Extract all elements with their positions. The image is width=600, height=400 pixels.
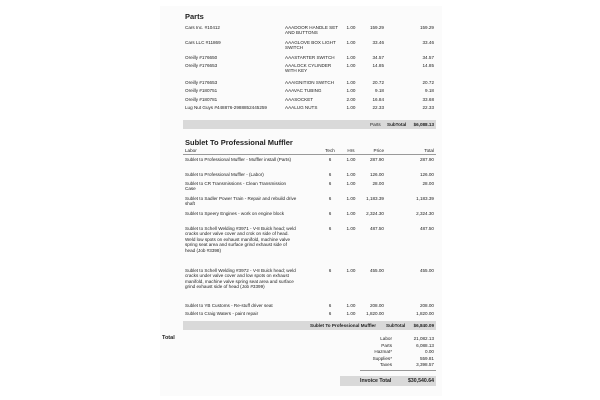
labor-description: Sublet to YB Customs - Re-stuff driver seat: [185, 303, 273, 308]
labor-tech: 6: [328, 268, 332, 273]
part-price: 14.85: [372, 63, 384, 68]
part-qty: 1.00: [346, 55, 356, 60]
labor-hours: 1.00: [346, 211, 356, 216]
labor-tech: 6: [328, 211, 332, 216]
part-vendor: Oreilly #176653: [185, 63, 218, 68]
part-price: 159.29: [369, 25, 384, 30]
part-qty: 2.00: [346, 97, 356, 102]
labor-price: 487.50: [369, 226, 384, 231]
labor-price: 2,324.30: [366, 211, 384, 216]
labor-tech: 6: [328, 157, 332, 162]
part-name: AAALUG NUTS: [285, 105, 318, 110]
parts-subtotal-value: $6,088.13: [413, 122, 434, 127]
part-name: AAAVAC TUBING: [285, 88, 322, 93]
labor-hours: 1.00: [346, 181, 356, 186]
parts-subtotal-label: Parts: [370, 122, 381, 127]
part-price: 22.33: [372, 105, 384, 110]
labor-tech: 6: [328, 303, 332, 308]
labor-description: Sublet to Sadler Power Train - Repair and rebuild drive shaft: [185, 196, 297, 207]
part-total: 33.68: [422, 97, 434, 102]
part-price: 33.46: [372, 40, 384, 45]
part-qty: 1.00: [346, 105, 356, 110]
part-name: AAASTARTER SWITCH: [285, 55, 335, 60]
labor-hours: 1.00: [346, 172, 356, 177]
labor-price: 208.00: [369, 303, 384, 308]
part-vendor: Lug Nut Guys #448876-2988852445259: [185, 105, 267, 110]
sublet-subtotal-label: Sublet To Professional Muffler: [310, 323, 377, 328]
total-line-label: Supplies*: [372, 355, 392, 361]
total-line-value: 3,398.57: [416, 362, 434, 367]
total-line-label: Taxes: [380, 362, 392, 367]
part-total: 34.57: [422, 55, 434, 60]
part-qty: 1.00: [346, 63, 356, 68]
labor-price: 126.00: [369, 172, 384, 177]
labor-price: 28.00: [372, 181, 384, 186]
labor-description: Sublet to Speery Engines - work on engine block: [185, 211, 285, 216]
part-name: AAAIGNITION SWITCH: [285, 80, 335, 85]
labor-price: 455.00: [369, 268, 384, 273]
sublet-header-rule: [183, 154, 436, 155]
labor-description: Sublet to Professional Muffler - Muffler install (Parts): [185, 157, 292, 162]
labor-tech: 6: [328, 311, 332, 316]
labor-price: 287.90: [369, 157, 384, 162]
labor-hours: 1.00: [346, 157, 356, 162]
part-qty: 1.00: [346, 25, 356, 30]
part-total: 14.85: [422, 63, 434, 68]
labor-description: Sublet to Schell Welding #3972 - V-8 Buick head; weld cracks under valve cover and low spots on exhaust manifold, machine valve spring seat area and surface grind exhaust side of head (Job #3399): [185, 268, 296, 290]
labor-total: 28.00: [422, 181, 434, 186]
total-line-value: 21,082.13: [413, 336, 434, 341]
parts-heading: Parts: [185, 12, 204, 21]
labor-price: 1,820.00: [366, 311, 384, 316]
labor-tech: 6: [328, 181, 332, 186]
labor-price: 1,183.39: [366, 196, 384, 201]
labor-hours: 1.00: [346, 226, 356, 231]
labor-description: Sublet to Craig Waters - paint repair: [185, 311, 259, 316]
part-name: AAAGLOVE BOX LIGHT SWITCH: [285, 40, 336, 51]
part-total: 22.33: [422, 105, 434, 110]
part-total: 33.46: [422, 40, 434, 45]
part-name: AAADOOR HANDLE SET AND BUTTONS: [285, 25, 339, 36]
sublet-col-tech: Tech: [325, 148, 335, 153]
total-line-label: Hazmat*: [374, 349, 392, 354]
total-line-value: 6,088.13: [416, 342, 434, 348]
labor-total: 126.00: [419, 172, 434, 177]
labor-total: 1,183.39: [416, 196, 434, 201]
part-vendor: Oreilly #180751: [185, 88, 218, 93]
part-vendor: Oreilly #176653: [185, 80, 218, 85]
part-price: 34.57: [372, 55, 384, 60]
part-vendor: Cars Inc. #10412: [185, 25, 220, 30]
labor-tech: 6: [328, 172, 332, 177]
sublet-subtotal-value: $6,840.09: [413, 323, 434, 328]
part-qty: 1.00: [346, 88, 356, 93]
part-vendor: Cars LLC #11869: [185, 40, 221, 45]
part-total: 20.72: [422, 80, 434, 85]
sublet-col-total: Total: [424, 148, 434, 153]
part-price: 16.84: [372, 97, 384, 102]
labor-hours: 1.00: [346, 311, 356, 316]
labor-total: 287.90: [419, 157, 434, 162]
total-line-label: Parts: [381, 342, 392, 348]
labor-total: 1,820.00: [416, 311, 434, 316]
invoice-total-label: Invoice Total: [360, 377, 392, 384]
labor-tech: 6: [328, 226, 332, 231]
parts-subtotal-word: SubTotal: [387, 122, 407, 127]
part-vendor: Oreilly #176650: [185, 55, 218, 60]
labor-total: 487.50: [419, 226, 434, 231]
labor-description: Sublet to Schell Welding #3971 - V-8 Buick head; weld cracks under valve cover and crok on side of head. Weld low spots on exhaust manifold, machine valve spring seat area and surface grind exhaust side of head (Job #3398): [185, 226, 296, 253]
labor-hours: 1.00: [346, 196, 356, 201]
part-total: 9.18: [425, 88, 434, 93]
labor-hours: 1.00: [346, 303, 356, 308]
totals-rule: [360, 370, 436, 371]
part-price: 9.18: [375, 88, 384, 93]
part-name: AAALOCK CYLINDER WITH KEY: [285, 63, 332, 74]
sublet-col-price: Price: [373, 148, 384, 153]
sublet-subtotal-word: SubTotal: [386, 323, 406, 328]
labor-tech: 6: [328, 196, 332, 201]
invoice-total-value: $30,540.64: [408, 377, 434, 384]
total-line-value: 559.81: [419, 355, 434, 361]
part-total: 159.29: [419, 25, 434, 30]
labor-description: Sublet to Professional Muffler - (Labor): [185, 172, 264, 177]
part-name: AAASOCKET: [285, 97, 314, 102]
total-heading: Total: [162, 335, 175, 341]
labor-total: 208.00: [419, 303, 434, 308]
total-line-value: 0.00: [425, 349, 434, 354]
part-vendor: Oreilly #180781: [185, 97, 218, 102]
sublet-col-labor: Labor: [185, 148, 197, 153]
part-price: 20.72: [372, 80, 384, 85]
labor-total: 2,324.30: [416, 211, 434, 216]
total-line-label: Labor: [380, 336, 392, 341]
labor-description: Sublet to CR Transmissions - Clean Transmission Case: [185, 181, 287, 192]
part-qty: 1.00: [346, 40, 356, 45]
labor-total: 455.00: [419, 268, 434, 273]
sublet-heading: Sublet To Professional Muffler: [185, 138, 293, 147]
part-qty: 1.00: [346, 80, 356, 85]
labor-hours: 1.00: [346, 268, 356, 273]
sublet-col-hrs: Hrs: [347, 148, 355, 153]
